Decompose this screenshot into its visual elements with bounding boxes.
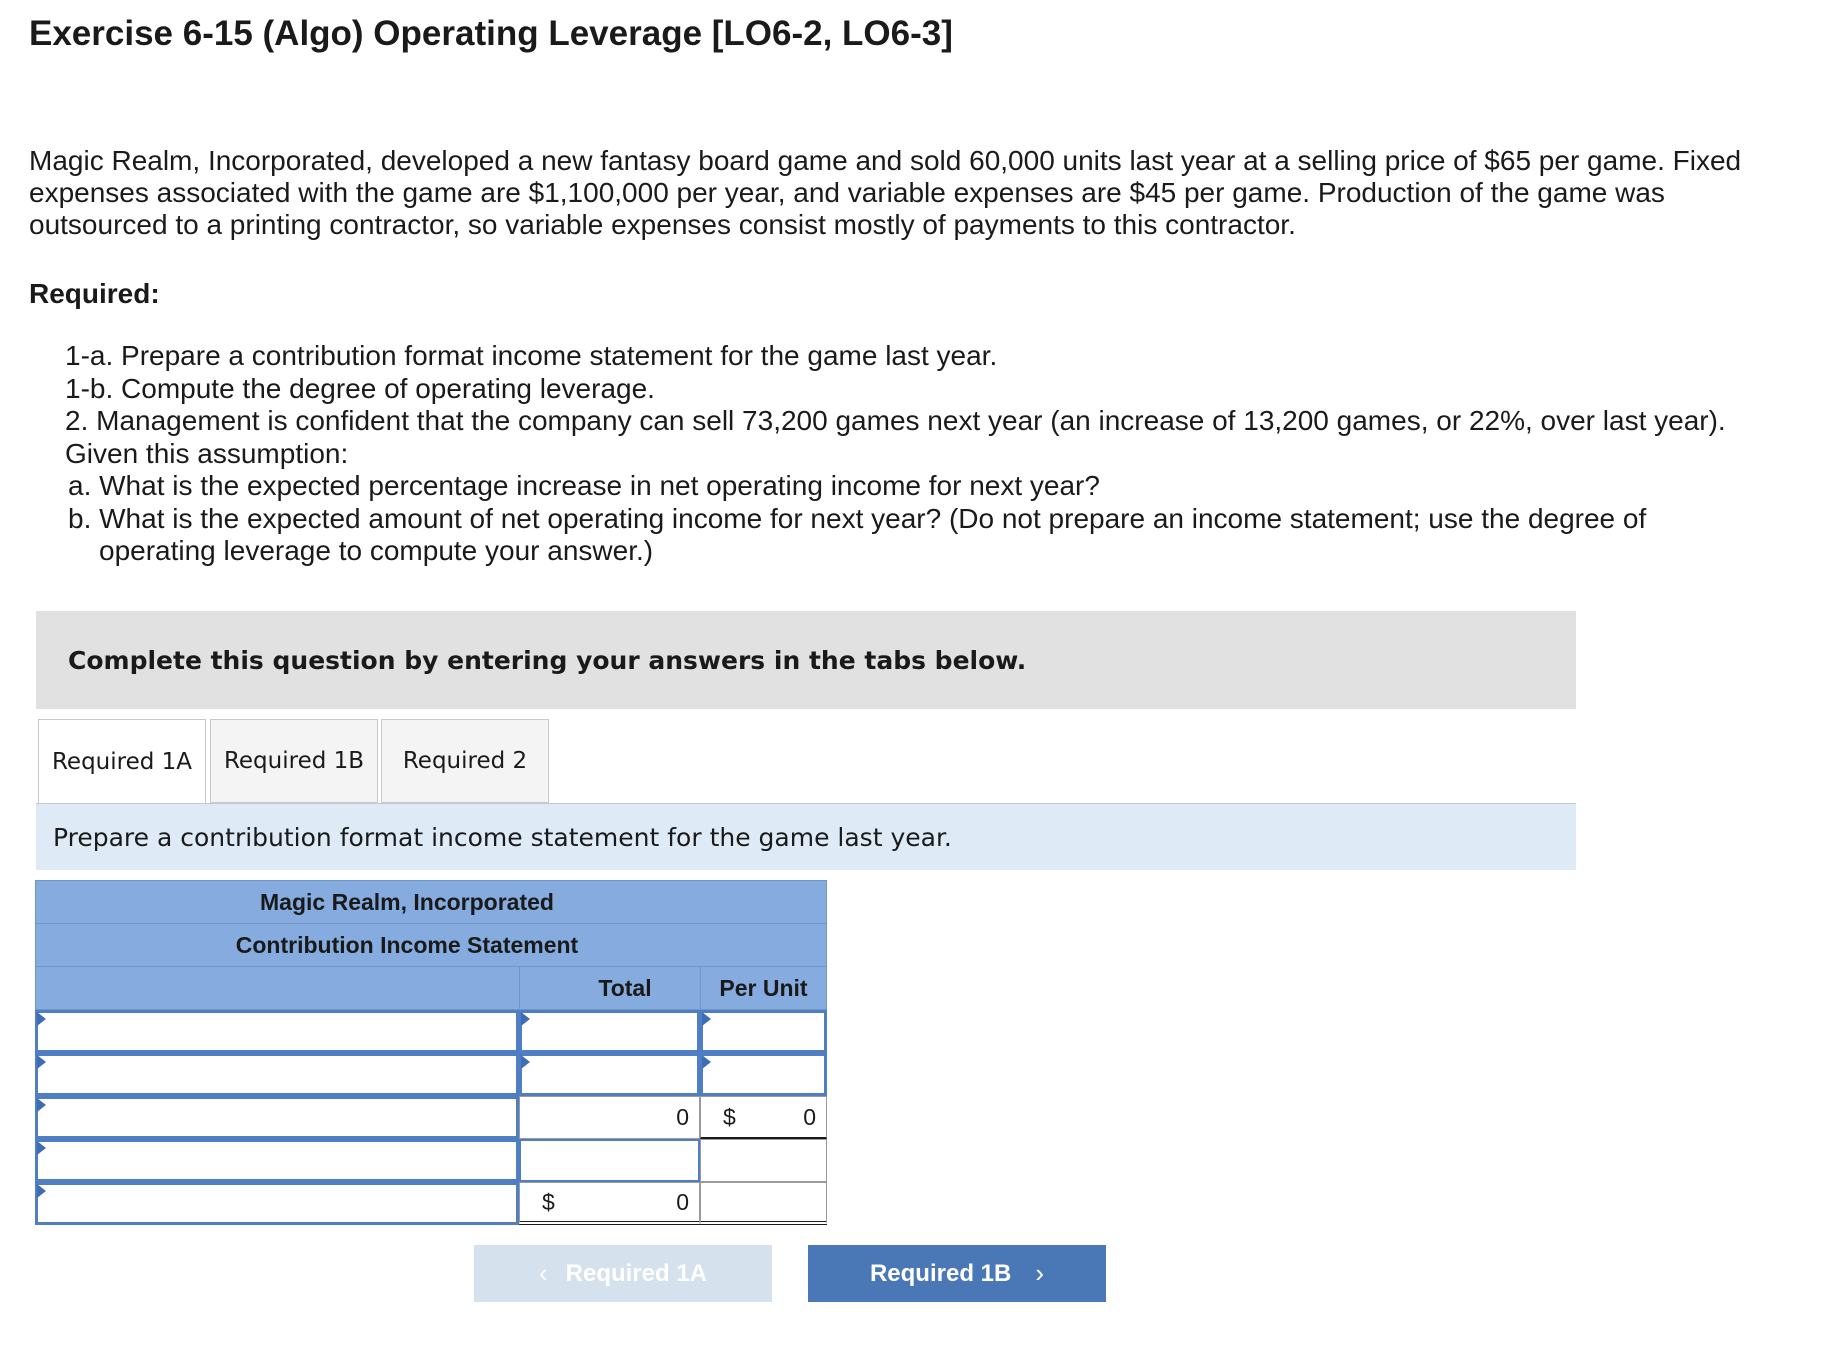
page-title: Exercise 6-15 (Algo) Operating Leverage [LO6-2, LO6-3] [29,14,953,53]
per-unit-column-header: Per Unit [719,974,808,1001]
required-heading: Required: [29,278,160,309]
total-column-header: Total [520,967,701,1009]
tab-required-1b[interactable]: Required 1B [210,719,378,803]
row4-per-unit-blank [700,1139,827,1182]
next-tab-label: Required 1B [869,1259,1012,1287]
chevron-left-icon: ‹ [538,1258,548,1288]
problem-description: Magic Realm, Incorporated, developed a new fantasy board game and sold 60,000 units last year at a selling price of $65 per game. Fixed expenses associated with the game are $1,100,000 per year, and variable expenses are $45 per game. Production of the game was outsourced to a printing contractor, so variable expenses consist mostly of payments to this contractor. [29,145,1742,240]
row1-total-input[interactable] [519,1010,700,1053]
row3-total-value: 0 [519,1096,700,1139]
row1-label-input[interactable] [35,1010,519,1053]
previous-tab-button[interactable] [474,1245,772,1302]
dropdown-flag-icon [37,1012,46,1026]
table-row [35,1139,827,1182]
requirements-list [65,340,1745,568]
dropdown-flag-icon [37,1184,46,1198]
row5-label-input[interactable] [35,1182,519,1225]
requirement-1b: 1-b. Compute the degree of operating leverage. [65,372,655,404]
row2-label-input[interactable] [35,1053,519,1096]
previous-tab-label: Required 1A [565,1259,708,1287]
requirement-2a: a. What is the expected percentage increase in net operating income for next year? [68,470,1100,501]
dropdown-flag-icon [37,1055,46,1069]
next-tab-button[interactable] [808,1245,1106,1302]
tab-required-2[interactable]: Required 2 [381,719,549,803]
dropdown-flag-icon [521,1055,530,1069]
table-row [35,1096,827,1139]
statement-column-header [35,966,827,1010]
row4-label-input[interactable] [35,1139,519,1182]
requirement-2b-line1: b. What is the expected amount of net operating income for next year? (Do not prepare an income statement; use the degree of [68,502,1647,534]
dropdown-flag-icon [37,1098,46,1112]
row2-total-input[interactable] [519,1053,700,1096]
dropdown-flag-icon [521,1012,530,1026]
tab-prompt: Prepare a contribution format income statement for the game last year. [36,804,1576,870]
table-row [35,1182,827,1225]
row4-total-input[interactable] [519,1139,700,1182]
requirement-2: 2. Management is confident that the company can sell 73,200 games next year (an increase of 13,200 games, or 22%, over last year). Given this assumption: [65,405,1726,469]
row3-per-unit-value: $ 0 [700,1096,827,1139]
row5-per-unit-blank [700,1182,827,1225]
instruction-banner: Complete this question by entering your answers in the tabs below. [36,611,1576,709]
label-column-header [36,967,520,1009]
row5-total-value: $ 0 [519,1182,700,1225]
requirement-1a: 1-a. Prepare a contribution format income statement for the game last year. [65,340,998,371]
requirement-2b [65,503,1745,568]
chevron-right-icon: › [1035,1258,1045,1288]
dropdown-flag-icon [37,1141,46,1155]
statement-company-name: Magic Realm, Incorporated [35,880,827,923]
income-statement-table [35,880,828,1225]
table-row [35,1053,827,1096]
tab-required-1a[interactable]: Required 1A [38,719,206,804]
row2-per-unit-input[interactable] [700,1053,827,1096]
dropdown-flag-icon [702,1012,711,1026]
table-row [35,1010,827,1053]
requirement-2b-line2: operating leverage to compute your answer.) [99,535,654,566]
row1-per-unit-input[interactable] [700,1010,827,1053]
statement-title: Contribution Income Statement [35,923,827,966]
row3-label-input[interactable] [35,1096,519,1139]
dropdown-flag-icon [702,1055,711,1069]
